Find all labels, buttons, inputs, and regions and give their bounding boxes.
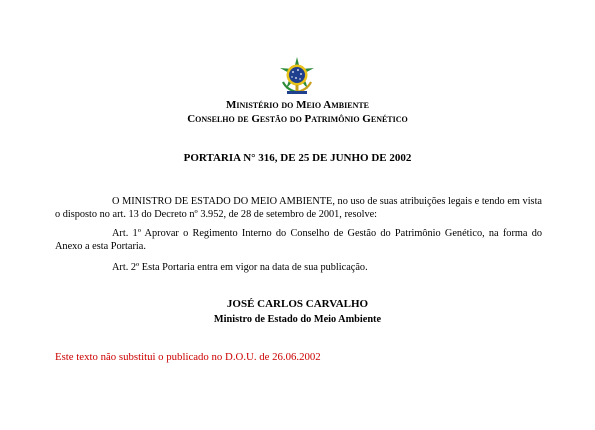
coat-of-arms-icon [277, 56, 317, 96]
document-title: PORTARIA N° 316, DE 25 DE JUNHO DE 2002 [183, 152, 412, 164]
disclaimer-note: Este texto não substitui o publicado no D.O.U. de 26.06.2002 [55, 351, 321, 363]
article-1-paragraph: Art. 1º Aprovar o Regimento Interno do Conselho de Gestão do Patrimônio Genético, na forma do Anexo a esta Portaria. [55, 228, 542, 252]
council-name: Conselho de Gestão do Patrimônio Genético [187, 113, 408, 125]
signatory-name: JOSÉ CARLOS CARVALHO [226, 298, 369, 310]
preamble-paragraph: O MINISTRO DE ESTADO DO MEIO AMBIENTE, no uso de suas atribuições legais e tendo em vista o disposto no art. 13 do Decreto nº 3.952, de 28 de setembro de 2001, resolve: [55, 196, 542, 220]
article-2-paragraph: Art. 2º Esta Portaria entra em vigor na data de sua publicação. [112, 262, 368, 273]
signatory-role: Ministro de Estado do Meio Ambiente [213, 314, 382, 325]
ministry-name: Ministério do Meio Ambiente [225, 99, 370, 111]
